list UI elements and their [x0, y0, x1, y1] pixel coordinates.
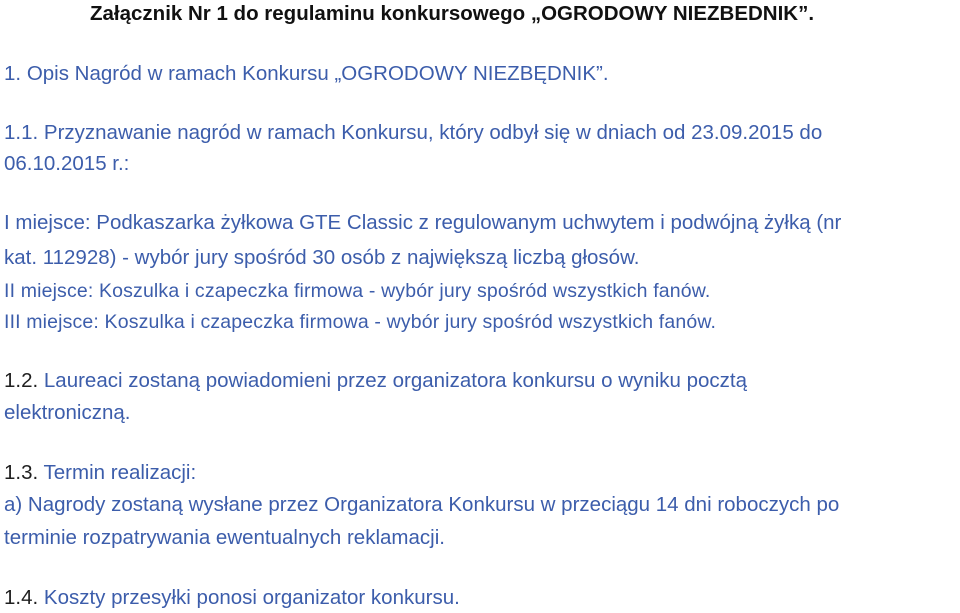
section-1-2-line1	[4, 369, 747, 393]
section-1-3-item-a-line1: a) Nagrody zostaną wysłane przez Organizatora Konkursu w przeciągu 14 dni roboczych po	[4, 493, 840, 516]
section-1-heading-text: Opis Nagród w ramach Konkursu „OGRODOWY NIEZBĘDNIK”.	[26, 62, 609, 85]
section-1-1-line1	[4, 121, 822, 145]
section-1-2-text: Laureaci zostaną powiadomieni przez organizatora konkursu o wyniku pocztą	[43, 369, 747, 392]
section-1-1-line2: 06.10.2015 r.:	[4, 152, 130, 175]
section-1-3-heading-text: Termin realizacji:	[43, 461, 197, 484]
section-1-2-line2: elektroniczną.	[4, 401, 131, 424]
section-1-number: 1.	[4, 62, 22, 85]
section-1-4-text: Koszty przesyłki ponosi organizator konkursu.	[43, 586, 460, 609]
section-1-4-number: 1.4.	[4, 586, 39, 609]
prize-first-line1: I miejsce: Podkaszarka żyłkowa GTE Classic z regulowanym uchwytem i podwójną żyłką (nr	[4, 211, 842, 234]
prize-second: II miejsce: Koszulka i czapeczka firmowa - wybór jury spośród wszystkich fanów.	[4, 280, 711, 302]
section-1-1-text: Przyznawanie nagród w ramach Konkursu, który odbył się w dniach od 23.09.2015 do	[43, 121, 823, 144]
section-1-3-number: 1.3.	[4, 461, 39, 484]
document-title: Załącznik Nr 1 do regulaminu konkursowego „OGRODOWY NIEZBEDNIK”.	[90, 2, 815, 25]
section-1-3-heading	[4, 461, 196, 485]
section-1-heading	[4, 62, 609, 86]
section-1-4	[4, 586, 460, 610]
prize-third: III miejsce: Koszulka i czapeczka firmowa - wybór jury spośród wszystkich fanów.	[4, 311, 717, 333]
prize-first-line2: kat. 112928) - wybór jury spośród 30 osób z największą liczbą głosów.	[4, 246, 640, 269]
section-1-1-number: 1.1.	[4, 121, 39, 144]
section-1-3-item-a-line2: terminie rozpatrywania ewentualnych reklamacji.	[4, 526, 445, 549]
section-1-2-number: 1.2.	[4, 369, 39, 392]
